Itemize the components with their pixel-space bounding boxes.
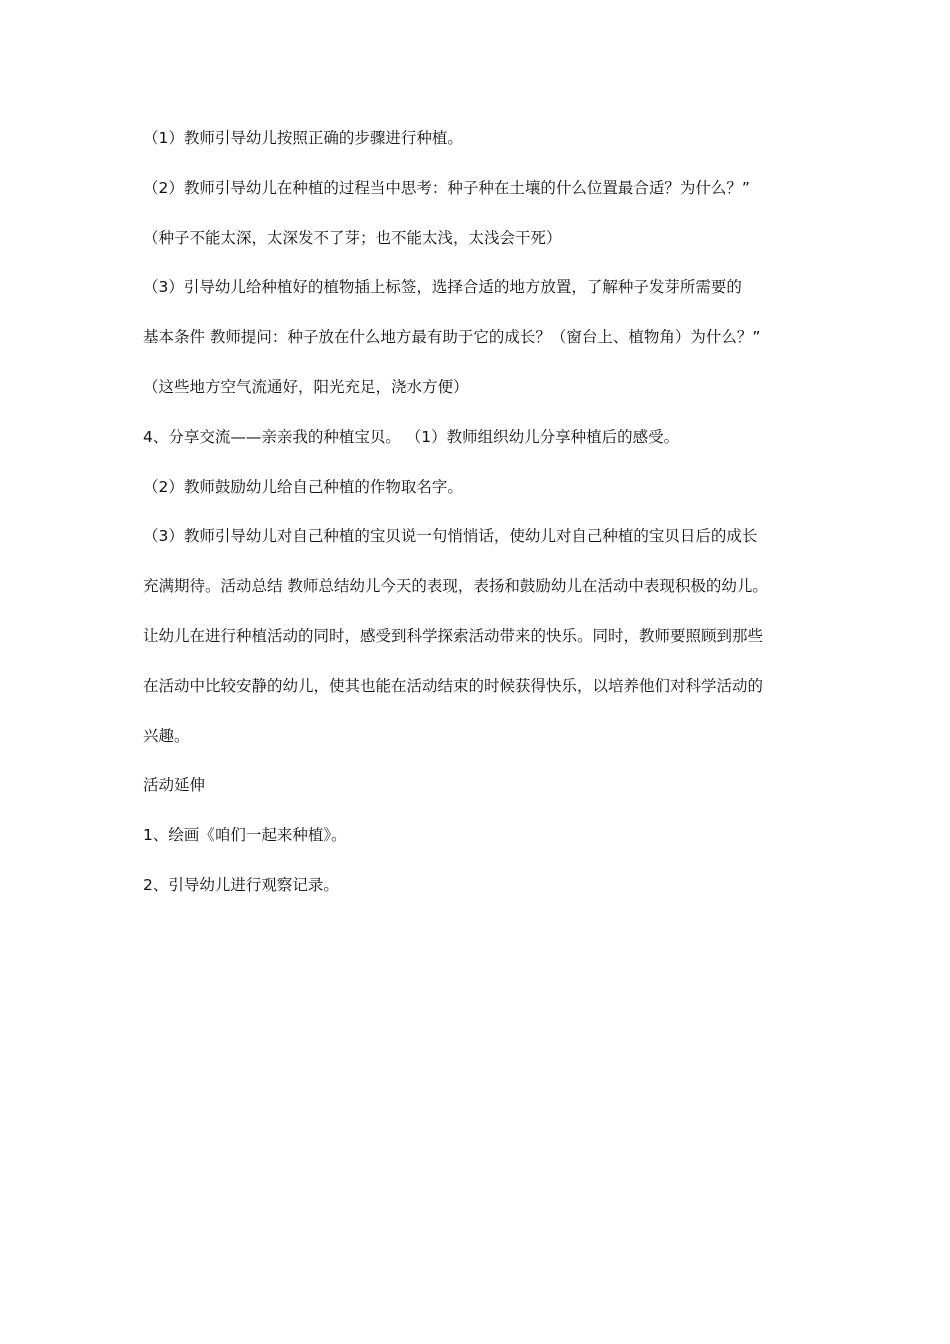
document-body [143, 126, 815, 923]
text-line: 2、引导幼儿进行观察记录。 [143, 875, 339, 894]
text-line: 1、绘画《咱们一起来种植》。 [143, 826, 347, 845]
text-line: （种子不能太深，太深发不了芽；也不能太浅，太浅会干死） [143, 228, 562, 247]
text-line: （3）引导幼儿给种植好的植物插上标签，选择合适的地方放置，了解种子发芽所需要的 [143, 278, 742, 297]
text-line: （1）教师引导幼儿按照正确的步骤进行种植。 [143, 129, 463, 147]
text-line: 让幼儿在进行种植活动的同时，感受到科学探索活动带来的快乐。同时，教师要照顾到那些 [143, 626, 764, 645]
text-line: （2）教师鼓励幼儿给自己种植的作物取名字。 [143, 477, 463, 496]
text-line: 兴趣。 [143, 726, 190, 745]
text-line: 基本条件 教师提问：种子放在什么地方最有助于它的成长？（窗台上、植物角）为什么？” [143, 328, 761, 347]
text-line: 4、分享交流——亲亲我的种植宝贝。 （1）教师组织幼儿分享种植后的感受。 [143, 427, 680, 446]
text-line: 在活动中比较安静的幼儿，使其也能在活动结束的时候获得快乐，以培养他们对科学活动的 [143, 676, 764, 695]
section-heading: 活动延伸 [143, 776, 206, 795]
text-line: （3）教师引导幼儿对自己种植的宝贝说一句悄悄话，使幼儿对自己种植的宝贝日后的成长 [143, 527, 758, 546]
text-line: 充满期待。活动总结 教师总结幼儿今天的表现，表扬和鼓励幼儿在活动中表现积极的幼儿。 [143, 577, 768, 596]
text-line: （这些地方空气流通好，阳光充足，浇水方便） [143, 377, 469, 396]
text-line: （2）教师引导幼儿在种植的过程当中思考：种子种在土壤的什么位置最合适？为什么？” [143, 178, 750, 197]
